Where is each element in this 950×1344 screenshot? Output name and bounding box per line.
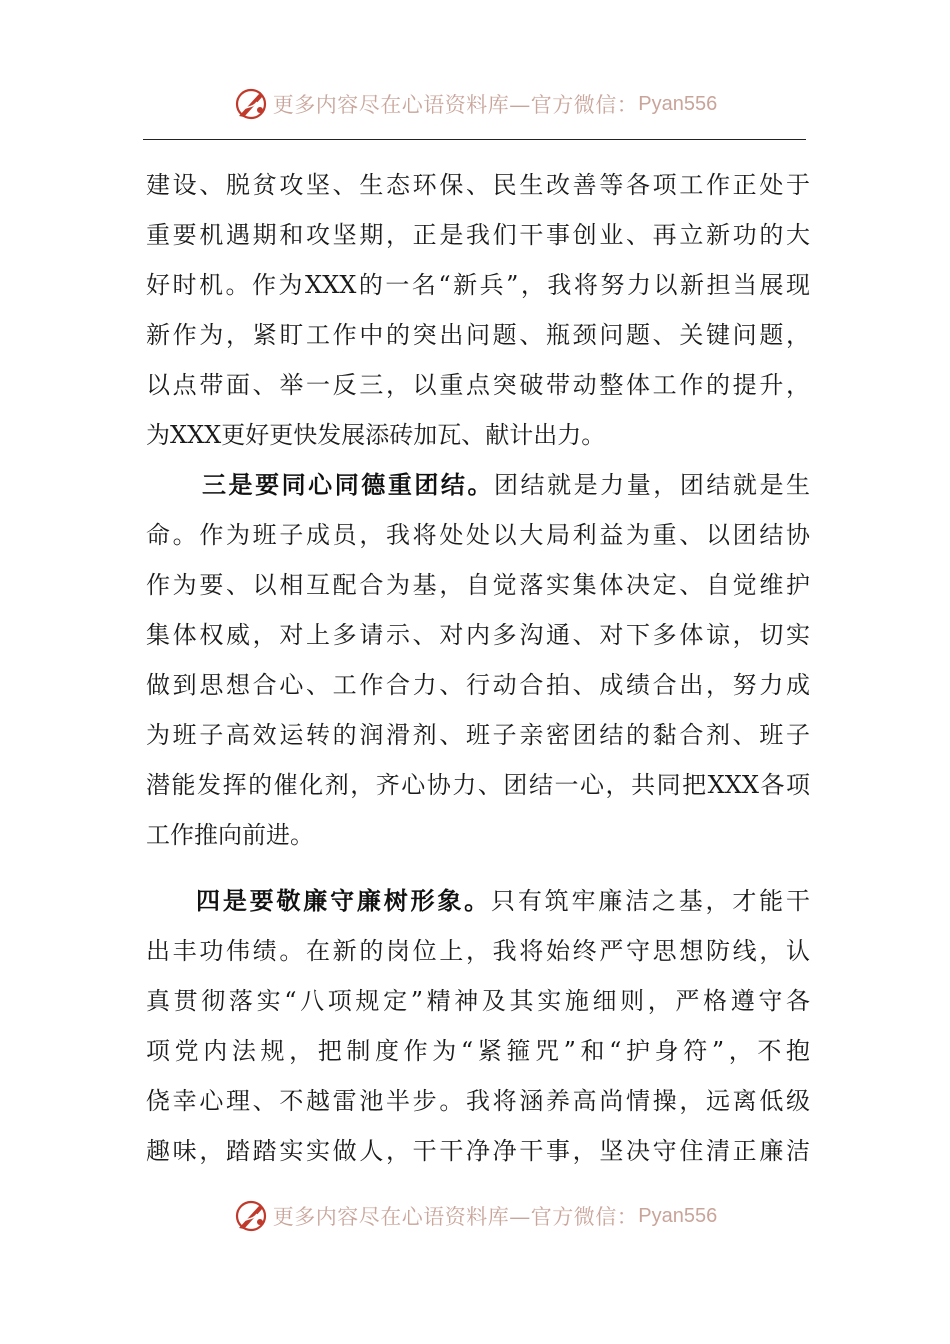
document-body <box>146 160 810 1176</box>
header-banner <box>0 84 950 124</box>
text-line: 好时机。作为XXX的一名“新兵”，我将努力以新担当展现 <box>146 271 810 299</box>
paragraph-2 <box>146 460 810 860</box>
pen-logo-icon <box>233 86 269 122</box>
text-line: 出丰功伟绩。在新的岗位上，我将始终严守思想防线，认 <box>146 937 810 965</box>
text-line: 为班子高效运转的润滑剂、班子亲密团结的黏合剂、班子 <box>146 721 810 749</box>
text-line: 以点带面、举一反三，以重点突破带动整体工作的提升， <box>146 371 810 399</box>
section-heading-4: 四是要敬廉守廉树形象。 <box>196 887 491 915</box>
text-line: 为XXX更好更快发展添砖加瓦、献计出力。 <box>146 421 606 449</box>
header-divider <box>143 139 806 140</box>
text-line: 做到思想合心、工作合力、行动合拍、成绩合出，努力成 <box>146 671 810 699</box>
text-line: 建设、脱贫攻坚、生态环保、民生改善等各项工作正处于 <box>146 171 810 199</box>
paragraph-3 <box>146 876 810 1176</box>
text-run: 团结就是力量，团结就是生 <box>494 471 810 499</box>
text-line: 侥幸心理、不越雷池半步。我将涵养高尚情操，远离低级 <box>146 1087 810 1115</box>
footer-banner-text: 更多内容尽在心语资料库—官方微信： <box>272 1205 639 1229</box>
section-heading-3: 三是要同心同德重团结。 <box>202 471 494 499</box>
text-line: 项党内法规，把制度作为“紧箍咒”和“护身符”，不抱 <box>146 1037 810 1065</box>
text-line: 真贯彻落实“八项规定”精神及其实施细则，严格遵守各 <box>146 987 810 1015</box>
text-line: 趣味，踏踏实实做人，干干净净干事，坚决守住清正廉洁 <box>146 1137 810 1165</box>
text-line: 作为要、以相互配合为基，自觉落实集体决定、自觉维护 <box>146 571 810 599</box>
text-run: 只有筑牢廉洁之基，才能干 <box>491 887 810 915</box>
text-line: 命。作为班子成员，我将处处以大局利益为重、以团结协 <box>146 521 810 549</box>
header-banner-text: 更多内容尽在心语资料库—官方微信： <box>272 93 639 117</box>
footer-banner <box>0 1196 950 1236</box>
text-line: 潜能发挥的催化剂，齐心协力、团结一心，共同把XXX各项 <box>146 771 810 799</box>
footer-banner-id: Pyan556 <box>638 1204 718 1227</box>
text-line: 重要机遇期和攻坚期，正是我们干事创业、再立新功的大 <box>146 221 810 249</box>
text-line: 集体权威，对上多请示、对内多沟通、对下多体谅，切实 <box>146 621 810 649</box>
pen-logo-icon <box>233 1198 269 1234</box>
paragraph-1 <box>146 160 810 460</box>
text-line: 工作推向前进。 <box>146 821 314 849</box>
text-line <box>146 876 810 926</box>
header-banner-id: Pyan556 <box>638 92 718 115</box>
text-line: 新作为，紧盯工作中的突出问题、瓶颈问题、关键问题， <box>146 321 810 349</box>
text-line <box>146 460 810 510</box>
